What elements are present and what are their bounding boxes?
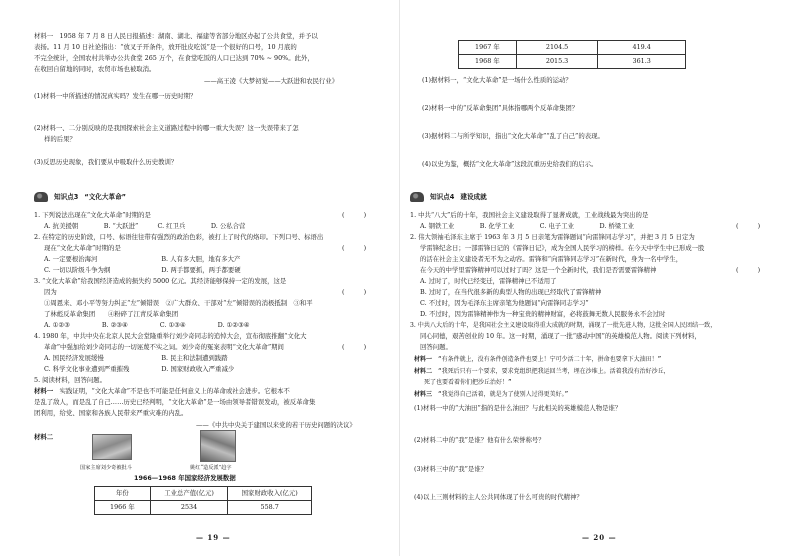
answer-paren[interactable]: ( ) bbox=[342, 211, 367, 219]
item-5-stem: 5. 阅读材料，回答问题。 bbox=[34, 376, 107, 384]
item-1-options: A. 钢铁工业 B. 化学工业 C. 电子工业 D. 桥梁工业 bbox=[420, 222, 635, 230]
economic-data-table bbox=[94, 486, 312, 515]
answer-paren[interactable]: ( ) bbox=[736, 266, 761, 274]
item-2-options-ab: A. 一定要根治海河 B. 人有多大胆，地有多大产 bbox=[44, 255, 241, 263]
material-two-quote-2: 死了也要看着你们把沙丘治好！” bbox=[424, 379, 512, 386]
question-2-line-1: (2)材料一、二分别反映的是我国探索社会主义道路过程中的哪一重大失误？这一失误带来了怎 bbox=[34, 124, 299, 132]
page-number: — 19 — bbox=[196, 533, 231, 543]
answer-paren[interactable]: ( ) bbox=[342, 288, 367, 296]
knowledge-point-4-header bbox=[410, 192, 487, 202]
item-4-options-cd: C. 科学文化事业遭到严重摧残 D. 国家财政收入严重减少 bbox=[44, 365, 235, 373]
item-3-stem-1: 3. 中共八大后的十年，是我国社会主义建设取得重大成就的时期，涌现了一批先进人物，这批全国人民团结一致， bbox=[410, 322, 717, 329]
photo-big-character-poster bbox=[200, 430, 236, 462]
question-1: (1)材料一中所描述的情况真实吗？发生在哪一历史时期？ bbox=[34, 92, 197, 100]
item-2-option-b: B. 过时了，在当代很多新的典型人物的出现已经取代了雷锋精神 bbox=[420, 288, 602, 296]
material-text: “我觉得自己活着，就是为了使别人过得更美好。” bbox=[438, 391, 569, 398]
table-row bbox=[459, 55, 686, 69]
item-4-stem-2: 革命”中强加给刘少奇同志的一切诬蔑不实之词。刘少奇的冤案表明“文化大革命”期间 bbox=[44, 343, 284, 351]
table-cell: 1967 年 bbox=[459, 41, 517, 55]
knowledge-point-icon bbox=[34, 192, 48, 202]
knowledge-point-title: “文化大革命” bbox=[84, 193, 127, 201]
item-2-stem-1: 2. 伟大领袖毛泽东主席于 1963 年 3 月 5 日亲笔为雷锋题词“向雷锋同志学习”，并把 3 月 5 日定为 bbox=[410, 233, 695, 241]
page-number: — 20 — bbox=[582, 533, 617, 543]
item-1-stem: 1. 中共“八大”后的十年，我国社会主义建设取得了显著成就，工业战线最为突出的是 bbox=[410, 211, 649, 219]
material-1-line-2: 是乱了敌人，而是乱了自己……历史已经判明，“文化大革命”是一场由领导者错误发动，被反革命集 bbox=[34, 398, 316, 406]
material-one-line-4: 在收回自留地的同时，农贸市场也被取消。 bbox=[34, 65, 156, 73]
item-2-stem-4: 在今天的中学里雷锋精神可以过时了吗？这是一个全新时代，我们是否需要雷锋精神 bbox=[420, 266, 657, 274]
knowledge-point-icon bbox=[410, 192, 424, 202]
table-header-row bbox=[95, 487, 312, 501]
photo-caption-2: 姚红“造反派”趋字 bbox=[190, 465, 232, 471]
answer-paren[interactable]: ( ) bbox=[342, 244, 367, 252]
knowledge-point-number: 知识点4 bbox=[430, 193, 455, 201]
material-2-label: 材料二 bbox=[34, 433, 54, 441]
item-3-choices-1: ①周恩来、邓小平等努力纠正“左”倾错误 ②广大群众、干部对“左”倾错误的消极抵制 ③和平 bbox=[44, 299, 313, 307]
sub-question-2: (2)材料二中的“我”是谁？他有什么荣誉称号？ bbox=[414, 436, 545, 444]
question-1: (1)据材料一，“文化大革命”是一场什么性质的运动？ bbox=[422, 76, 572, 84]
item-1-options: A. 抗美援朝 B. “大跃进” C. 红卫兵 D. 公私合营 bbox=[44, 222, 246, 230]
table-header: 年份 bbox=[95, 487, 151, 501]
item-3-options: A. ①②③ B. ②③④ C. ①③④ D. ①②③④ bbox=[44, 321, 250, 329]
table-cell: 361.3 bbox=[598, 55, 686, 69]
item-2-option-a: A. 过时了，时代已经变迁，雷锋精神已不适用了 bbox=[420, 277, 557, 285]
item-3-choices-2: 了林彪反革命集团 ④粉碎了江青反革命集团 bbox=[44, 310, 179, 318]
photo-criticism-meeting bbox=[92, 434, 132, 460]
material-label: 材料二 bbox=[414, 368, 433, 375]
item-3-stem-2: 因为 bbox=[44, 288, 57, 296]
economic-data-table-continued bbox=[458, 40, 686, 69]
material-three-quote bbox=[414, 390, 794, 400]
table-title: 1966—1968 年国家经济发展数据 bbox=[134, 474, 236, 482]
answer-paren[interactable]: ( ) bbox=[342, 343, 367, 351]
right-page bbox=[400, 0, 800, 556]
table-cell: 2104.5 bbox=[516, 41, 598, 55]
material-one-line-3: 不完全统计，全国农村共举办公共食堂 265 万个，在食堂吃饭的人口已达到 70% ~ 90%。此外， bbox=[34, 54, 314, 62]
material-one-line-1: 材料一 1958 年 7 月 8 日人民日报描述：湖南、湖北、福建等省部分地区办起了公共食堂，并予以 bbox=[34, 32, 318, 40]
item-2-stem-2: 学雷锋纪念日；一部雷锋日记的《雷锋日记》，成为全国人民学习的榜样。在今天中学生中已形成一股 bbox=[420, 244, 705, 252]
material-one-quote bbox=[414, 355, 794, 365]
item-2-stem-1: 2. 在特定的历史阶段，口号、标语往往带有强烈的政治色彩，被打上了时代的烙印。下列口号、标语出 bbox=[34, 233, 324, 241]
knowledge-point-3-header bbox=[34, 192, 126, 202]
item-1-stem: 1. 下列说法出现在“文化大革命”时期的是 bbox=[34, 211, 151, 219]
question-2-line-2: 样的后果？ bbox=[44, 135, 76, 143]
item-2-option-d: D. 不过时，因为雷锋精神作为一种宝贵的精神财富，必将鼓舞无数人民服务永不会过时 bbox=[420, 310, 666, 318]
question-3: (3)反思历史现象，我们要从中吸取什么历史教训？ bbox=[34, 158, 178, 166]
knowledge-point-number: 知识点3 bbox=[54, 193, 79, 201]
table-cell: 419.4 bbox=[598, 41, 686, 55]
material-label: 材料三 bbox=[414, 391, 433, 398]
material-text: “我死后只有一个要求，要求党组织把我运回兰考，埋在沙堆上。活着我没有治好沙丘， bbox=[438, 368, 670, 375]
material-1-source: ——《中共中央关于建国以来党的若干历史问题的决议》 bbox=[196, 421, 356, 429]
question-2: (2)材料一中的“反革命集团”具体指哪两个反革命集团？ bbox=[422, 104, 579, 112]
material-label: 材料一 bbox=[34, 387, 54, 395]
item-4-options-ab: A. 国民经济发展缓慢 B. 民主和法制遭到践踏 bbox=[44, 354, 228, 362]
material-two-quote-1 bbox=[414, 367, 794, 377]
item-3-stem-1: 3. “文化大革命”给我国经济造成的损失约 5000 亿元。其经济能够保持一定的发展，这是 bbox=[34, 277, 287, 285]
table-cell: 1968 年 bbox=[459, 55, 517, 69]
question-4: (4)以史为鉴，概括“文化大革命”这段沉重历史给我们的启示。 bbox=[422, 160, 598, 168]
item-2-option-c: C. 不过时，因为毛泽东主席亲笔为他题词“向雷锋同志学习” bbox=[420, 299, 589, 307]
material-1-line-1 bbox=[34, 387, 290, 397]
material-one-line-2: 表扬。11 月 10 日社论指出：“放叉子开条件，放开肚皮吃饭”是一个很好的口号，10 月底的 bbox=[34, 43, 297, 51]
item-2-stem-2: 现在“文化大革命”时期的是 bbox=[44, 244, 121, 252]
sub-question-1: (1)材料一中的“大油田”指的是什么油田？与此相关的英雄模范人物是谁？ bbox=[414, 404, 622, 412]
item-2-stem-3: 的活在社会主义建设者无不为之动容。雷锋和“向雷锋同志学习”在新时代，身为一名中学生， bbox=[420, 255, 683, 263]
photo-caption-1: 国家主席刘少奇被批斗 bbox=[80, 465, 132, 471]
table-header: 国家财政收入(亿元) bbox=[228, 487, 312, 501]
table-cell: 2015.3 bbox=[516, 55, 598, 69]
material-one-source: ——高王凌《大梦初觉——大跃进和农民行业》 bbox=[204, 77, 339, 85]
material-label: 材料一 bbox=[414, 356, 433, 363]
sub-question-4: (4)以上三则材料的主人公共同体现了什么可贵的时代精神？ bbox=[414, 493, 583, 501]
table-cell: 2534 bbox=[150, 501, 228, 515]
item-3-stem-3: 回答问题。 bbox=[420, 343, 452, 351]
table-header: 工业总产值(亿元) bbox=[150, 487, 228, 501]
table-cell: 558.7 bbox=[228, 501, 312, 515]
table-row bbox=[95, 501, 312, 515]
material-text: “有条件就上，没有条件创造条件也要上！宁可少活二十年，拼命也要拿下大油田！” bbox=[438, 356, 662, 363]
table-cell: 1966 年 bbox=[95, 501, 151, 515]
item-3-stem-2: 同心同德，艰苦创业的 10 年。这一时期，涌现了一批“感动中国”的英雄模范人物。阅读下列材料， bbox=[420, 332, 701, 340]
item-4-stem-1: 4. 1980 年，中共中央在北京人民大会堂隆重举行刘少奇同志的追悼大会，宣布彻底推翻“文化大 bbox=[34, 332, 307, 340]
table-row bbox=[459, 41, 686, 55]
material-1-line-3: 团利用，给党、国家和各族人民带来严重灾难的内乱。 bbox=[34, 409, 188, 417]
item-2-options-cd: C. 一切以阶级斗争为纲 D. 两手都要抓，两手都要硬 bbox=[44, 266, 241, 274]
answer-paren[interactable]: ( ) bbox=[736, 222, 761, 230]
question-3: (3)据材料二与所学知识，指出“文化大革命”“乱了自己”的表现。 bbox=[422, 132, 604, 140]
knowledge-point-title: 建设成就 bbox=[460, 193, 487, 201]
sub-question-3: (3)材料三中的“我”是谁？ bbox=[414, 465, 488, 473]
material-text: 实践证明，“文化大革命”不是也不可能是任何意义上的革命或社会进步。它根本不 bbox=[53, 387, 290, 395]
